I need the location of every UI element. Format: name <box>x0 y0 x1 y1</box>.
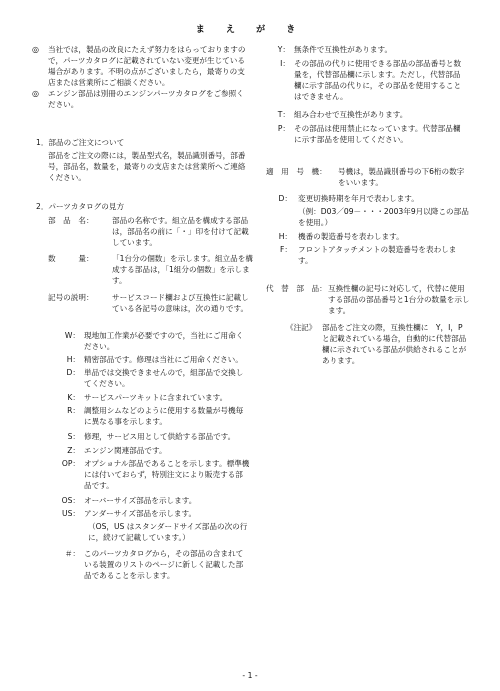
code-label: Z： <box>67 446 80 455</box>
code-description: 単品では交換できませんので，組部品で交換してください。 <box>84 368 244 388</box>
code-description: 調整用シムなどのように使用する数量が号機毎に異なる事を示します。 <box>84 406 244 426</box>
section-1-body: 部品をご注文の際には，製品型式名，製品識別番号，部番号，部品名，数量を，最寄りの支店または営業所へご連絡ください。 <box>48 151 246 182</box>
code-label: US： <box>62 509 80 518</box>
note-label: 《注記》 <box>286 323 317 332</box>
compat-code-description: その部品は使用禁止になっています。代替部品欄に示す部品を使用してください。 <box>294 124 461 144</box>
code-label: K： <box>67 393 80 402</box>
compat-code-label: P： <box>277 124 290 133</box>
section-1-heading: 1．部品のご注文について <box>36 138 125 147</box>
applicable-example: （例：D03／09－・・・2003年9月以降この部品を使用。） <box>298 207 469 227</box>
symbol-text: サービスコード欄および互換性に記載している各記号の意味は，次の通りです。 <box>112 293 249 313</box>
code-label: ＃： <box>64 549 80 558</box>
code-label: S： <box>67 432 80 441</box>
code-label: OP： <box>61 459 80 468</box>
applicable-unit-label: 適 用 号 機： <box>266 167 327 176</box>
code-description: このパーツカタログから，その部品の含まれている装置のリストのページに新しく記載した部品であることを示します。 <box>84 549 244 580</box>
os-us-note: （OS，US はスタンダードサイズ部品の次の行に，続けて記載しています。） <box>88 522 248 542</box>
applicable-code-description: フロントアタッチメントの製造番号を表わします。 <box>298 245 457 265</box>
compat-code-label: T： <box>277 110 290 119</box>
section-2-heading: 2．パーツカタログの見方 <box>36 202 125 211</box>
applicable-code-label: D： <box>278 194 292 203</box>
code-description: 精密部品です。修理は当社にご用命ください。 <box>84 355 243 364</box>
code-description: オプショナル部品であることを示します。標準機には付いておらず，特別注文により販売する部品です。 <box>84 459 250 490</box>
bullet-icon: ◎ <box>32 89 39 98</box>
code-description: アンダーサイズ部品を示します。 <box>84 509 197 518</box>
applicable-code-label: H： <box>278 232 292 241</box>
page-number: - 1 - <box>242 671 258 680</box>
code-description: エンジン関連部品です。 <box>84 446 167 455</box>
intro-paragraph-2: エンジン部品は別冊のエンジンパーツカタログをご参照ください。 <box>48 89 244 109</box>
applicable-code-label: F： <box>280 245 292 254</box>
compat-code-description: 無条件で互換性があります。 <box>294 45 393 54</box>
part-name-text: 部品の名称です。組立品を構成する部品は，部品名の前に「・」印を付けて記載しています。 <box>112 216 249 247</box>
page-title: ま え が き <box>195 25 305 35</box>
substitute-part-label: 代 替 部 品： <box>266 284 327 293</box>
code-label: R： <box>67 406 80 415</box>
code-description: 修理，サービス用として供給する部品です。 <box>84 432 236 441</box>
compat-code-description: 組み合わせで互換性があります。 <box>294 110 408 119</box>
quantity-label: 数 量： <box>48 254 94 263</box>
compat-code-label: I： <box>280 59 290 68</box>
code-label: D： <box>66 368 80 377</box>
compat-code-description: その部品の代りに使用できる部品の部品番号と数量を，代替部品欄に示します。ただし，代替部品欄に示す部品の代りに，その部品を使用することはできません。 <box>294 59 462 101</box>
bullet-icon: ◎ <box>32 45 39 54</box>
intro-paragraph-1: 当社では，製品の改良にたえず努力をはらっておりますので，パーツカタログに記載されていない変更が生じている場合があります。不明の点がございましたら，最寄りの支店または営業所にご相談ください。 <box>48 45 246 87</box>
symbol-label: 記号の説明： <box>48 293 94 302</box>
substitute-part-text: 互換性欄の記号に対応して，代替に使用する部品の部品番号と1台分の数量を示します。 <box>328 284 470 315</box>
applicable-code-description: 変更切換時期を年月で表わします。 <box>298 194 419 203</box>
code-description: サービスパーツキットに含まれています。 <box>84 393 228 402</box>
code-description: オーバーサイズ部品を示します。 <box>84 496 197 505</box>
code-label: W： <box>64 331 80 340</box>
quantity-text: 「1台分の個数」を示します。組立品を構成する部品は，「1組分の個数」を示します。 <box>112 254 253 285</box>
applicable-unit-text: 号機は，製品識別番号の下6桁の数字をいいます。 <box>338 167 465 187</box>
compat-code-label: Y： <box>277 45 290 54</box>
code-label: H： <box>66 355 80 364</box>
code-description: 現地加工作業が必要ですので，当社にご用命ください。 <box>84 331 244 351</box>
code-label: OS： <box>61 496 80 505</box>
part-name-label: 部 品 名： <box>48 216 94 225</box>
note-text: 部品をご注文の際，互換性欄に Y，I，Pと記載されている場合，自動的に代替部品欄に示されている部品が供給されることがあります。 <box>322 323 467 365</box>
applicable-code-description: 機番の製造番号を表わします。 <box>298 232 404 241</box>
